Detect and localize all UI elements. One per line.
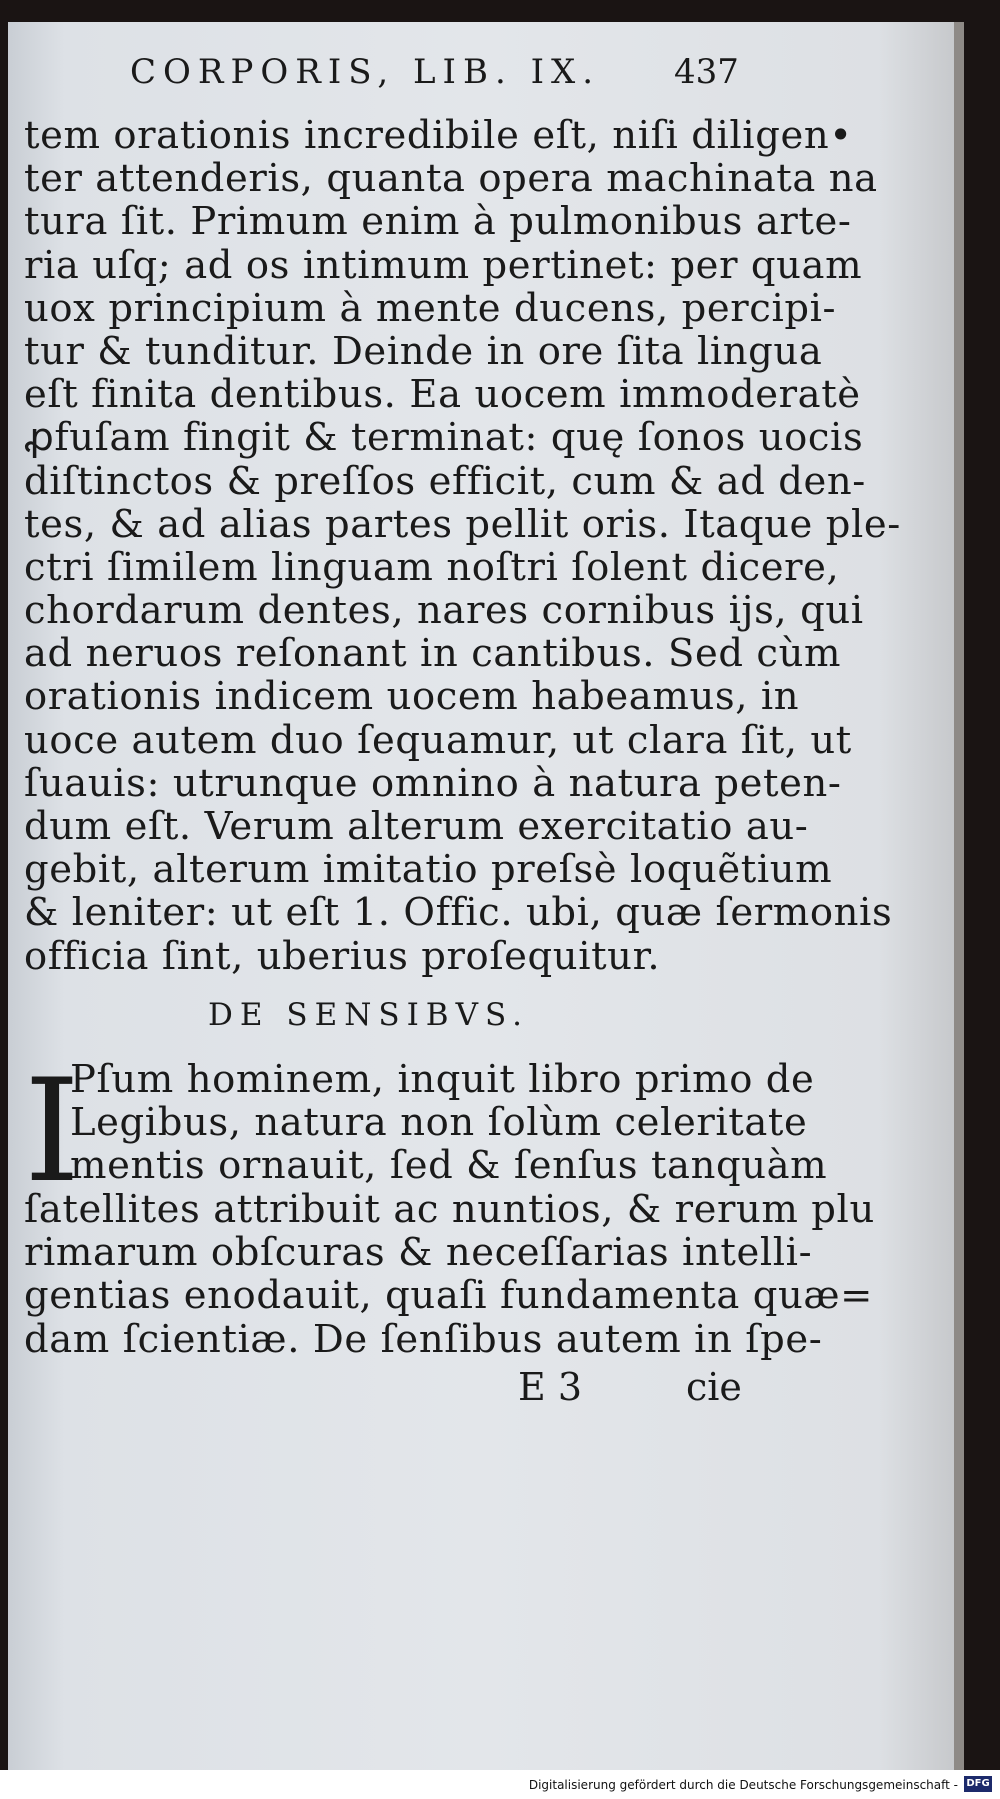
text-line: gebit, alterum imitatio preſsè loquẽtium	[24, 847, 833, 893]
text-line: dum eſt. Verum alterum exercitatio au‐	[24, 804, 809, 849]
running-head: CORPORIS, LIB. IX.	[130, 52, 601, 92]
page-number: 437	[674, 52, 739, 92]
text-line: ria uſq; ad os intimum pertinet: per quam	[24, 242, 863, 288]
text-line: rimarum obſcuras & neceſſarias intelli‐	[24, 1230, 813, 1276]
text-line: dam ſcientiæ. De ſenſibus autem in ſpe‐	[24, 1316, 823, 1362]
text-line: tur & tunditur. Deinde in ore ſita lingua	[24, 328, 823, 374]
digitization-credit: Digitalisierung gefördert durch die Deutsche Forschungsgemeinschaft -	[528, 1778, 958, 1792]
page-edge-shadow	[954, 22, 964, 1770]
text-line: orationis indicem uocem habeamus, in	[24, 674, 800, 720]
catchword: cie	[686, 1365, 742, 1409]
text-line: ꝓfuſam fingit & terminat: quę ſonos uocis	[24, 415, 864, 461]
dfg-logo: DFG	[964, 1776, 992, 1792]
text-line: & leniter: ut eſt 1. Offic. ubi, quæ ſermonis	[24, 890, 893, 936]
paragraph-2-body	[24, 1188, 875, 1361]
text-line: eſt finita dentibus. Ea uocem immoderatè	[24, 372, 861, 418]
text-line: uox principium à mente ducens, percipi‐	[24, 285, 837, 331]
text-line: tem orationis incredibile eſt, niſi diligen•	[24, 113, 853, 158]
text-line: gentias enodauit, quaſi fundamenta quæ=	[24, 1273, 874, 1319]
text-line: ter attenderis, quanta opera machinata na	[24, 156, 878, 202]
text-line: Pſum hominem, inquit libro primo de	[70, 1057, 815, 1102]
section-title: DE SENSIBVS.	[208, 997, 529, 1033]
paragraph-1	[24, 114, 901, 978]
paragraph-2-indented	[70, 1058, 827, 1188]
text-line: tes, & ad alias partes pellit oris. Itaque ple‐	[24, 501, 901, 547]
text-line: officia ſint, uberius proſequitur.	[24, 933, 661, 979]
text-line: diſtinctos & preſſos efficit, cum & ad den‐	[24, 458, 866, 504]
text-line: ctri ſimilem linguam noſtri ſolent dicere,	[24, 544, 840, 590]
drop-cap: I	[24, 1049, 81, 1214]
text-line: tura ſit. Primum enim à pulmonibus arte‐	[24, 199, 852, 245]
text-line: mentis ornauit, ſed & ſenſus tanquàm	[70, 1143, 828, 1189]
text-line: uoce autem duo ſequamur, ut clara ſit, ut	[24, 717, 852, 763]
text-line: chordarum dentes, nares cornibus ijs, qui	[24, 588, 864, 634]
text-line: ſatellites attribuit ac nuntios, & rerum plu	[24, 1187, 875, 1232]
text-line: Legibus, natura non ſolùm celeritate	[70, 1100, 808, 1146]
text-line: ad neruos reſonant in cantibus. Sed cùm	[24, 631, 842, 677]
text-line: ſuauis: utrunque omnino à natura peten‐	[24, 760, 842, 806]
signature-mark: E 3	[518, 1365, 582, 1409]
